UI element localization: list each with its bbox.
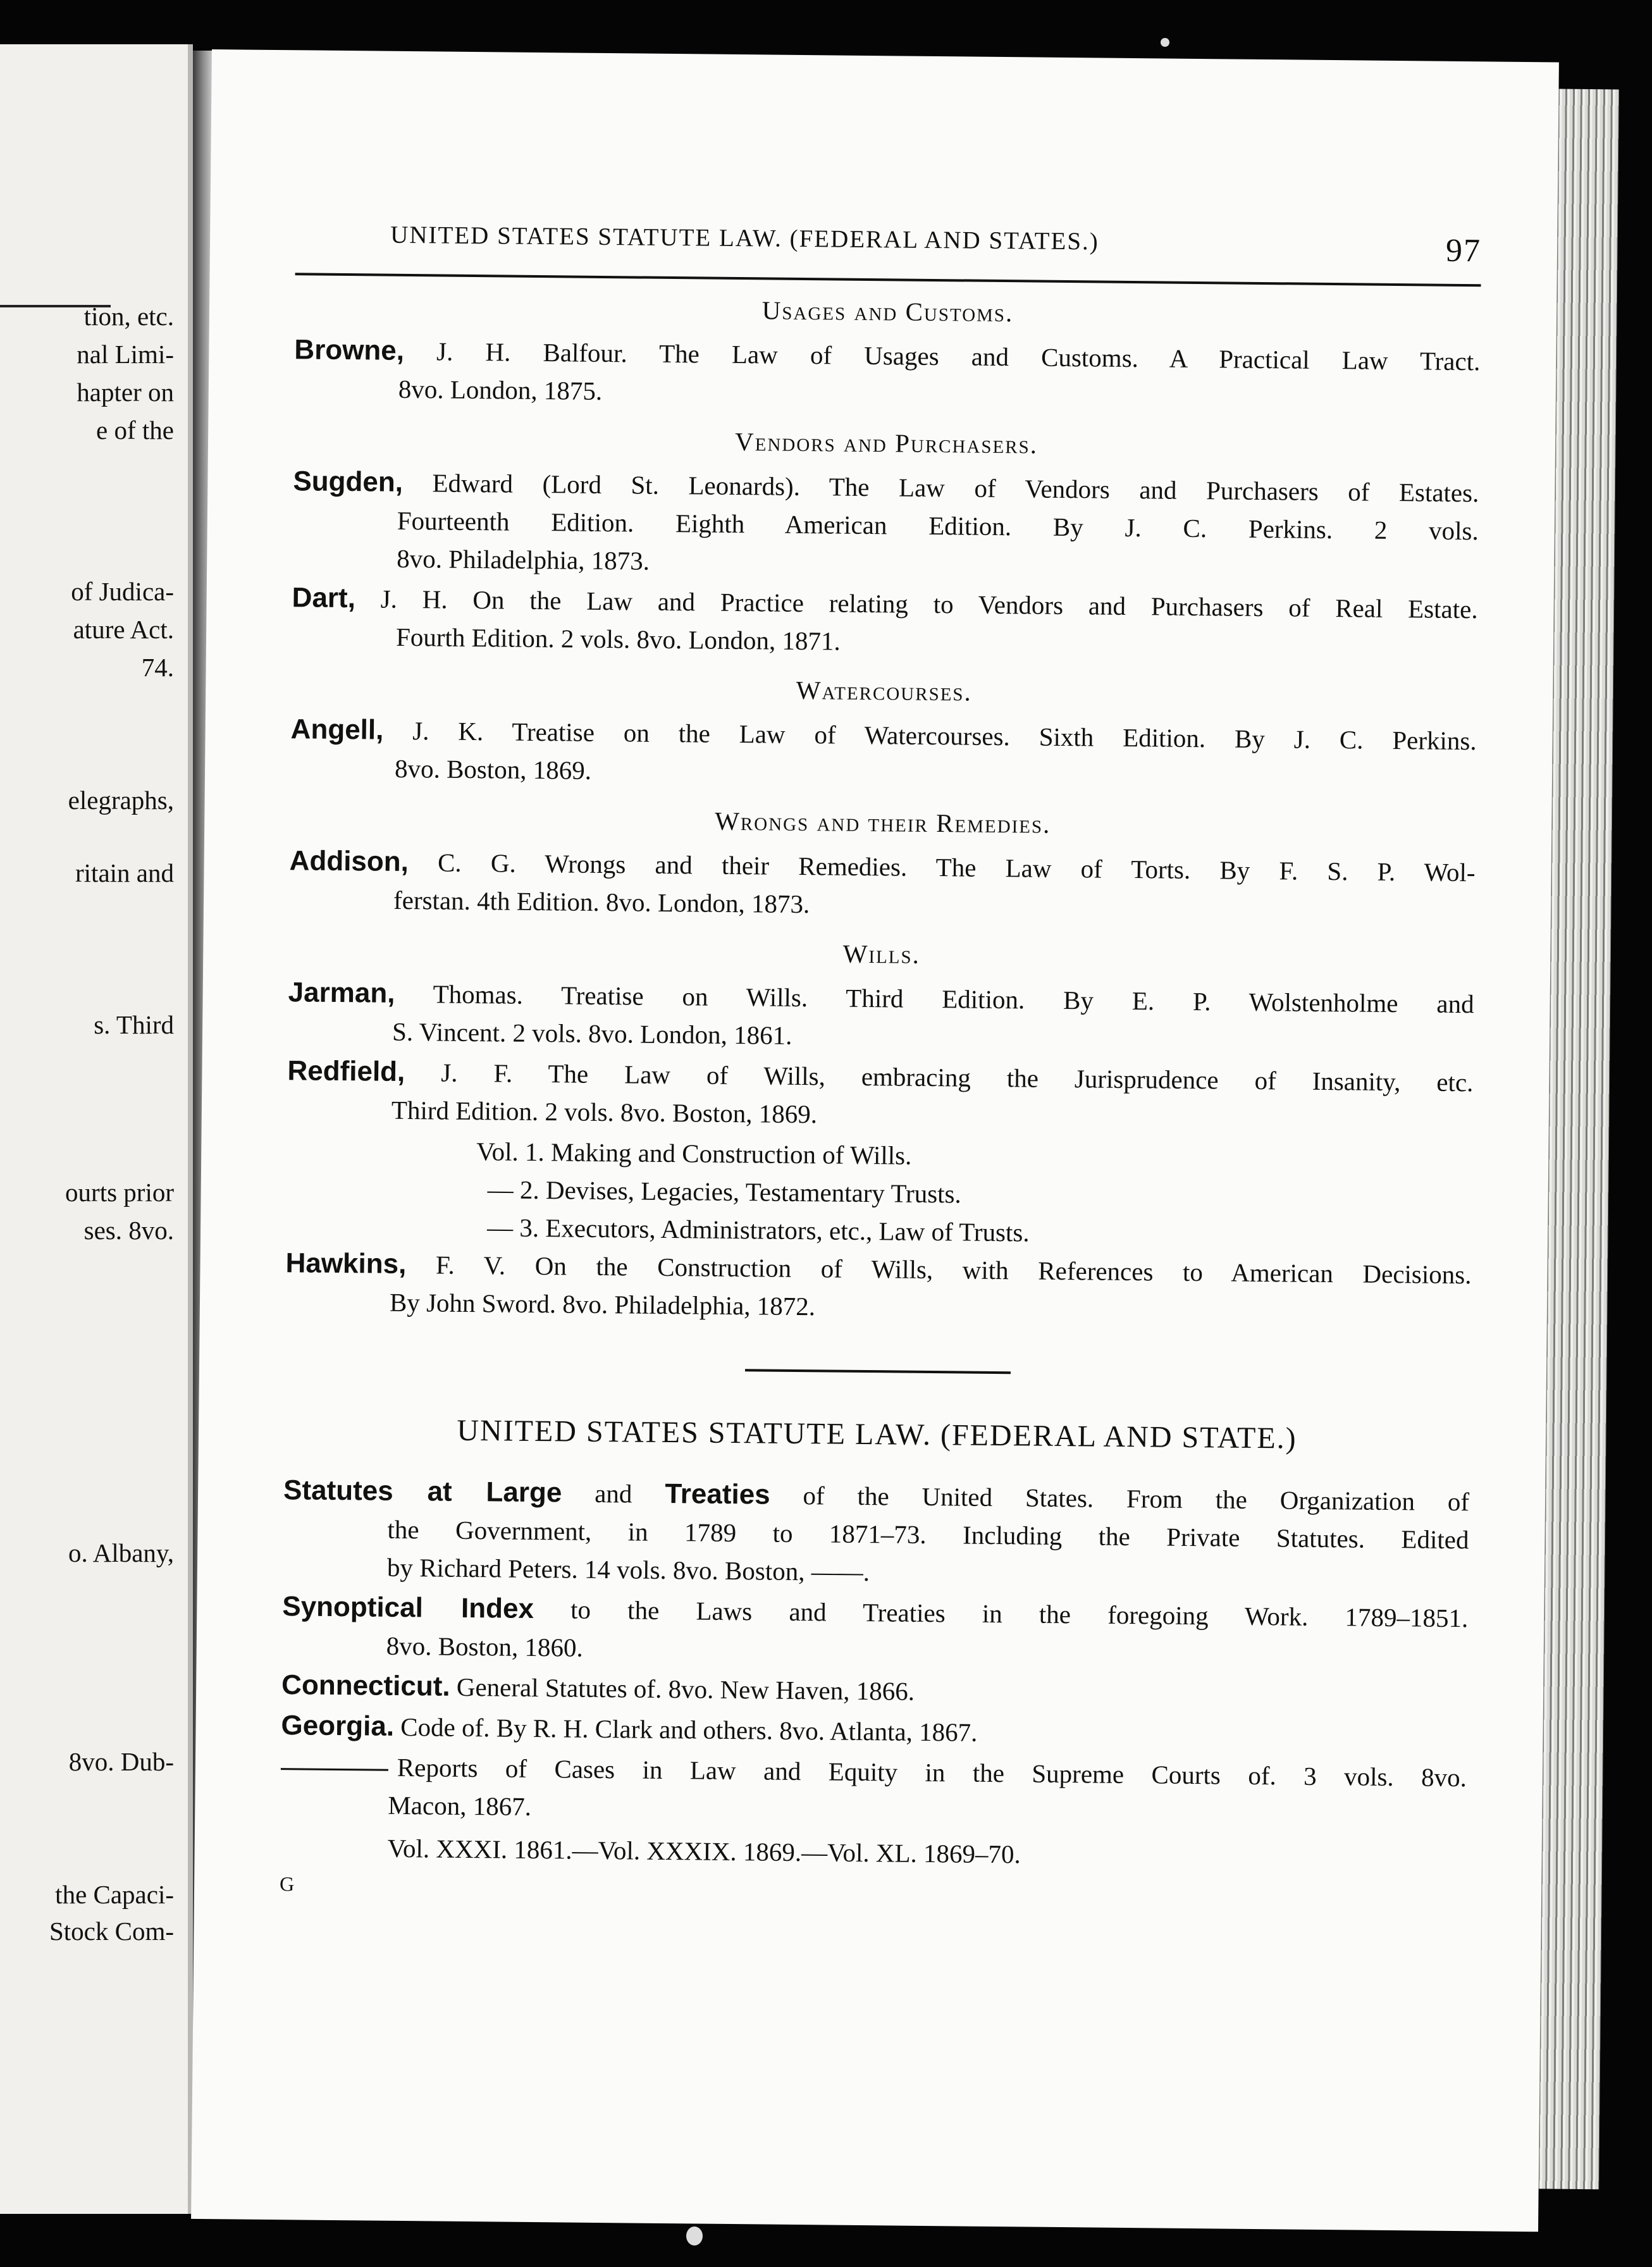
entry-text: J. F. The Law of Wills, embracing the Jurisprudence of Insanity, etc. (405, 1058, 1474, 1097)
part-title: UNITED STATES STATUTE LAW. (FEDERAL AND STATE.) (457, 1413, 1297, 1455)
page-number: 97 (1445, 232, 1482, 269)
bibliography-entry (282, 1588, 1469, 1675)
signature-mark: G (279, 1872, 295, 1896)
facing-page-line: ourts prior (65, 1178, 174, 1207)
facing-page-line: o. Albany, (68, 1538, 174, 1567)
entry-continuation: 8vo. Philadelphia, 1873. (397, 543, 650, 576)
entry-text: General Statutes of. 8vo. New Haven, 1866. (450, 1672, 915, 1706)
ditto-dash (281, 1768, 388, 1771)
running-head (295, 219, 1482, 284)
scan-speck (686, 2227, 703, 2245)
entry-continuation: 8vo. Boston, 1860. (386, 1631, 583, 1662)
facing-page-line: 74. (141, 653, 174, 682)
facing-page (0, 44, 193, 2214)
facing-page-line: e of the (96, 416, 174, 445)
entry-author: Angell, (290, 713, 384, 746)
bibliography-entry (292, 462, 1479, 588)
facing-page-line: Stock Com- (49, 1917, 174, 1946)
bibliography-entry (285, 1244, 1472, 1331)
entry-continuation: Fourteenth Edition. Eighth American Edition. By J. C. Perkins. 2 vols. (397, 505, 1479, 546)
bibliography-entry (287, 1052, 1474, 1139)
section-heading: Vendors and Purchasers. (734, 426, 1039, 459)
entry-continuation: By John Sword. 8vo. Philadelphia, 1872. (389, 1287, 816, 1321)
volume-line: — 2. Devises, Legacies, Testamentary Trusts. (487, 1175, 961, 1209)
facing-page-line: ritain and (75, 858, 174, 887)
entry-author: Addison, (289, 845, 409, 878)
facing-page-line: ature Act. (73, 615, 174, 644)
entry-text: Reports of Cases in Law and Equity in the Supreme Courts of. 3 vols. 8vo. (397, 1752, 1467, 1793)
facing-page-line: 8vo. Dub- (68, 1747, 174, 1776)
entry-text: of the United States. From the Organization of (770, 1480, 1470, 1517)
entry-author: Georgia. (281, 1710, 395, 1742)
entry-text: Edward (Lord St. Leonards). The Law of Vendors and Purchasers of Estates. (402, 467, 1479, 508)
entry-continuation: the Government, in 1789 to 1871–73. Including the Private Statutes. Edited (387, 1514, 1469, 1555)
entry-text: J. H. On the Law and Practice relating to Vendors and Purchasers of Real Estate. (355, 584, 1478, 624)
entry-continuation: ferstan. 4th Edition. 8vo. London, 1873. (393, 885, 810, 919)
facing-page-line: hapter on (77, 378, 174, 407)
entry-text: Code of. By R. H. Clark and others. 8vo. Atlanta, 1867. (393, 1712, 978, 1747)
bibliography-entry (280, 1747, 1467, 1834)
entry-text: F. V. On the Construction of Wills, with References to American Decisions. (406, 1250, 1472, 1290)
bibliography-entry (294, 331, 1481, 418)
section-heading: Usages and Customs. (761, 295, 1014, 328)
scan-speck (1161, 38, 1169, 47)
entry-author: Synoptical Index (282, 1591, 534, 1624)
bibliography-entry (289, 842, 1476, 929)
section-heading: Wrongs and their Remedies. (714, 806, 1051, 839)
entry-author: Connecticut. (281, 1669, 450, 1702)
entry-text: to the Laws and Treaties in the foregoing Work. 1789–1851. (533, 1595, 1469, 1633)
entry-author: Sugden, (293, 466, 404, 498)
entry-continuation: 8vo. Boston, 1869. (394, 753, 592, 785)
bibliography-entry (288, 973, 1474, 1061)
entry-author: Jarman, (288, 977, 395, 1009)
entry-text: C. G. Wrongs and their Remedies. The Law of Torts. By F. S. P. Wol- (408, 848, 1476, 887)
entry-author: Hawkins, (285, 1247, 407, 1280)
facing-page-line: ses. 8vo. (83, 1216, 174, 1245)
entry-continuation: Third Edition. 2 vols. 8vo. Boston, 1869. (391, 1095, 818, 1129)
volume-line: Vol. 1. Making and Construction of Wills. (476, 1137, 912, 1170)
entry-text: J. K. Treatise on the Law of Watercourses. Sixth Edition. By J. C. Perkins. (383, 715, 1477, 756)
entry-author: Dart, (292, 582, 356, 614)
facing-page-line: of Judica- (71, 577, 174, 606)
entry-author: Treaties (665, 1478, 770, 1510)
entry-author: Browne, (294, 334, 405, 366)
entry-continuation: by Richard Peters. 14 vols. 8vo. Boston, ——. (386, 1552, 870, 1587)
bibliography-entry (290, 710, 1477, 798)
facing-page-line: elegraphs, (68, 786, 174, 815)
section-divider (744, 1369, 1010, 1374)
entry-author: Statutes at Large (283, 1474, 562, 1509)
facing-page-line: s. Third (94, 1010, 174, 1039)
entry-text: and (562, 1478, 665, 1509)
volume-line: Vol. XXXI. 1861.—Vol. XXXIX. 1869.—Vol. XL. 1869–70. (387, 1833, 1021, 1869)
book-page (191, 49, 1559, 2232)
facing-page-line: nal Limi- (77, 340, 174, 369)
running-head-title: UNITED STATES STATUTE LAW. (FEDERAL AND STATES.) (390, 221, 1099, 256)
entry-author: Redfield, (287, 1055, 405, 1088)
volume-line: — 3. Executors, Administrators, etc., Law of Trusts. (486, 1213, 1030, 1247)
section-heading: Watercourses. (796, 675, 973, 707)
entry-continuation: Fourth Edition. 2 vols. 8vo. London, 1871. (395, 622, 841, 656)
bibliography-entry (292, 579, 1478, 666)
entry-text: J. H. Balfour. The Law of Usages and Customs. A Practical Law Tract. (404, 336, 1481, 376)
entry-continuation: S. Vincent. 2 vols. 8vo. London, 1861. (391, 1016, 792, 1050)
entry-continuation: 8vo. London, 1875. (398, 374, 603, 405)
entry-text: Thomas. Treatise on Wills. Third Edition. By E. P. Wolstenholme and (395, 979, 1474, 1019)
facing-page-line: the Capaci- (55, 1880, 174, 1909)
page-content (280, 219, 1481, 1907)
section-heading: Wills. (842, 939, 921, 969)
bibliography-entry (283, 1471, 1470, 1597)
entry-continuation: Macon, 1867. (388, 1790, 532, 1821)
facing-page-line: tion, etc. (83, 302, 174, 331)
